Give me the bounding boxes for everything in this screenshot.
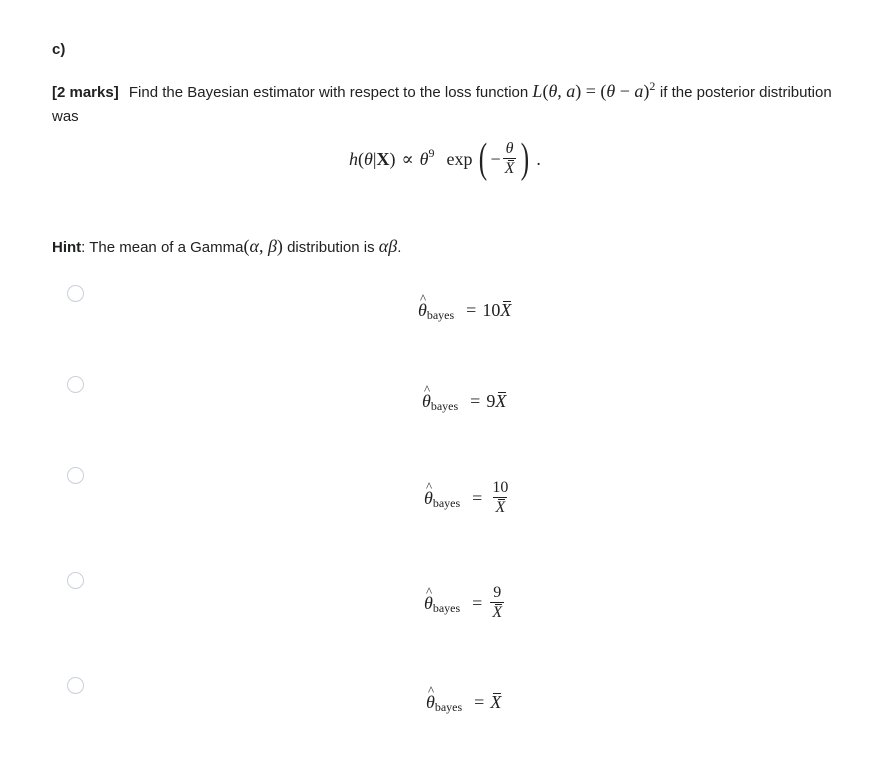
radio-option-3[interactable] [67,467,84,484]
part-label: c) [52,41,66,58]
hint-text-2: distribution is [282,239,379,256]
posterior-equation: h ( θ | X ) ∝ θ $^9$ exp ( − $\frac{\theta}{X}$ ) . [349,136,541,182]
option-1-equation: ^ θ bayes = 10 X [418,300,511,321]
question-text [52,74,832,129]
question-text-before: Find the Bayesian estimator with respect to the loss function [128,84,529,101]
option-5-equation: ^ θ bayes = X [426,692,501,713]
radio-option-4[interactable] [67,572,84,589]
option-2-equation: ^ θ bayes = 9 X [422,391,506,412]
radio-option-5[interactable] [67,677,84,694]
radio-option-1[interactable] [67,285,84,302]
marks-label: [2 marks] [52,84,119,101]
option-3-equation: ^ θ bayes = $\frac{10}{X}$ [424,479,512,518]
hint: Hint: The mean of a Gamma(α, β) distribution is αβ. [52,236,402,256]
hint-label: Hint [52,239,82,256]
gamma-mean: αβ [378,236,398,256]
question-text-after: if the posterior distribution was [52,84,832,125]
posterior-numerator: θ [505,139,514,157]
gamma-args: (α, β) [243,236,283,256]
loss-function: L(θ, $a) = (\theta - a)^2$ [532,79,656,101]
hint-text: : The mean of a Gamma [81,239,244,256]
radio-option-2[interactable] [67,376,84,393]
option-4-equation: ^ θ bayes = $\frac{9}{X}$ [424,584,506,623]
